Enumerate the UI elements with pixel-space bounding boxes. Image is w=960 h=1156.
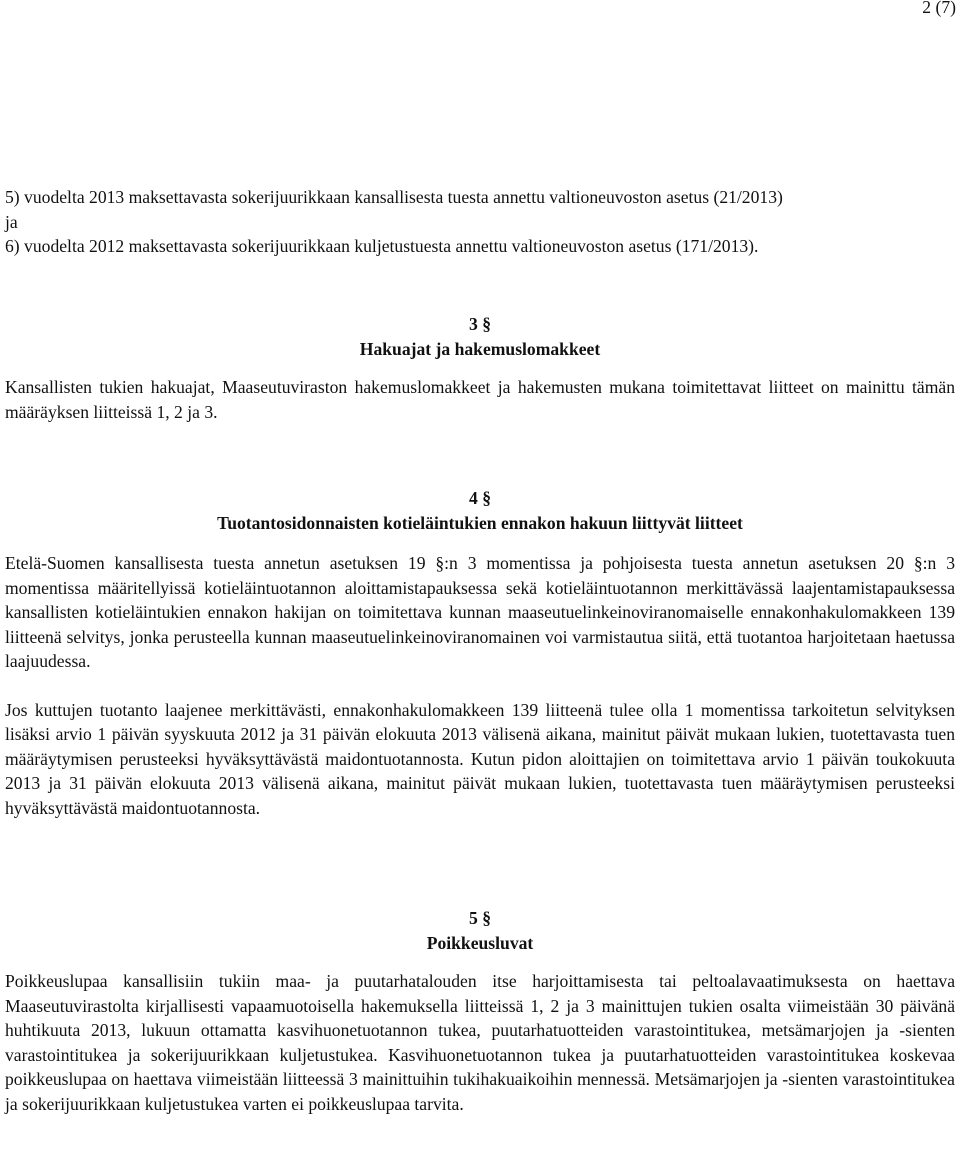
intro-item-6: 6) vuodelta 2012 maksettavasta sokerijuurikkaan kuljetustuesta annettu valtioneuvoston asetus (171/2013). bbox=[5, 236, 759, 256]
section-4-number: 4 § bbox=[469, 488, 491, 508]
section-3-title: Hakuajat ja hakemuslomakkeet bbox=[359, 338, 601, 359]
intro-list bbox=[5, 185, 955, 259]
section-4-title: Tuotantosidonnaisten kotieläintukien ennakon hakuun liittyvät liitteet bbox=[217, 512, 743, 533]
section-4-paragraph-1: Etelä-Suomen kansallisesta tuesta annetun asetuksen 19 §:n 3 momentissa ja pohjoisesta tuesta annetun asetuksen 20 §:n 3 momentissa määritellyissä kotieläintuotannon aloittamistapauksessa sekä kotieläintuotannon merkittävässä laajentamistapauksessa kansallisten kotieläintukien ennakon hakijan on toimitettava kunnan maaseutuelinkeinoviranomaiselle ennakonhakulomakkeen 139 liitteenä selvitys, jonka perusteella kunnan maaseutuelinkeinoviranomainen voi varmistautua siitä, että tuotantoa harjoitetaan haetussa laajuudessa. bbox=[5, 553, 955, 671]
section-3-number: 3 § bbox=[469, 314, 491, 334]
section-4-paragraph-2: Jos kuttujen tuotanto laajenee merkittävästi, ennakonhakulomakkeen 139 liitteenä tulee olla 1 momentissa tarkoitetun selvityksen lisäksi arvio 1 päivän syyskuuta 2012 ja 31 päivän elokuuta 2013 välisenä aikana, mainitut päivät mukaan lukien, tuotettavasta tuen määräytymisen perusteeksi hyväksyttävästä maidontuotannosta. Kutun pidon aloittajien on toimitettava arvio 1 päivän toukokuuta 2013 ja 31 päivän elokuuta 2013 välisenä aikana, mainitut päivät mukaan lukien, tuotettavasta tuen määräytymisen perusteeksi hyväksyttävästä maidontuotannosta. bbox=[5, 699, 955, 818]
section-5-paragraph-1: Poikkeuslupaa kansallisiin tukiin maa- ja puutarhatalouden itse harjoittamisesta tai peltoalavaatimuksesta on haettava Maaseutuvirastolta kirjallisesti vapaamuotoisella hakemuksella liitteissä 1, 2 ja 3 mainittujen tukien osalta viimeistään 30 päivänä huhtikuuta 2013, lukuun ottamatta kasvihuonetuotannon tukea, puutarhatuotteiden varastointitukea, metsämarjojen ja -sienten varastointitukea ja sokerijuurikkaan kuljetustukea. Kasvihuonetuotannon tukea ja puutarhatuotteiden varastointitukea koskevaa poikkeuslupaa on haettava viimeistään liitteessä 3 mainittuihin tukihakuaikoihin mennessä. Metsämarjojen ja -sienten varastointitukea ja sokerijuurikkaan kuljetustukea varten ei poikkeuslupaa tarvita. bbox=[5, 971, 955, 1114]
section-5-title: Poikkeusluvat bbox=[426, 932, 534, 953]
section-5-number: 5 § bbox=[469, 908, 491, 928]
section-3-paragraph-1: Kansallisten tukien hakuajat, Maaseutuviraston hakemuslomakkeet ja hakemusten mukana toimitettavat liitteet on mainittu tämän määräyksen liitteissä 1, 2 ja 3. bbox=[5, 377, 955, 422]
section-5 bbox=[5, 906, 955, 1116]
intro-conjunction: ja bbox=[5, 211, 18, 232]
section-4 bbox=[5, 486, 955, 820]
page-number: 2 (7) bbox=[922, 0, 956, 17]
section-3 bbox=[5, 312, 955, 424]
intro-item-5: 5) vuodelta 2013 maksettavasta sokerijuurikkaan kansallisesta tuesta annettu valtioneuvoston asetus (21/2013) bbox=[5, 187, 783, 207]
